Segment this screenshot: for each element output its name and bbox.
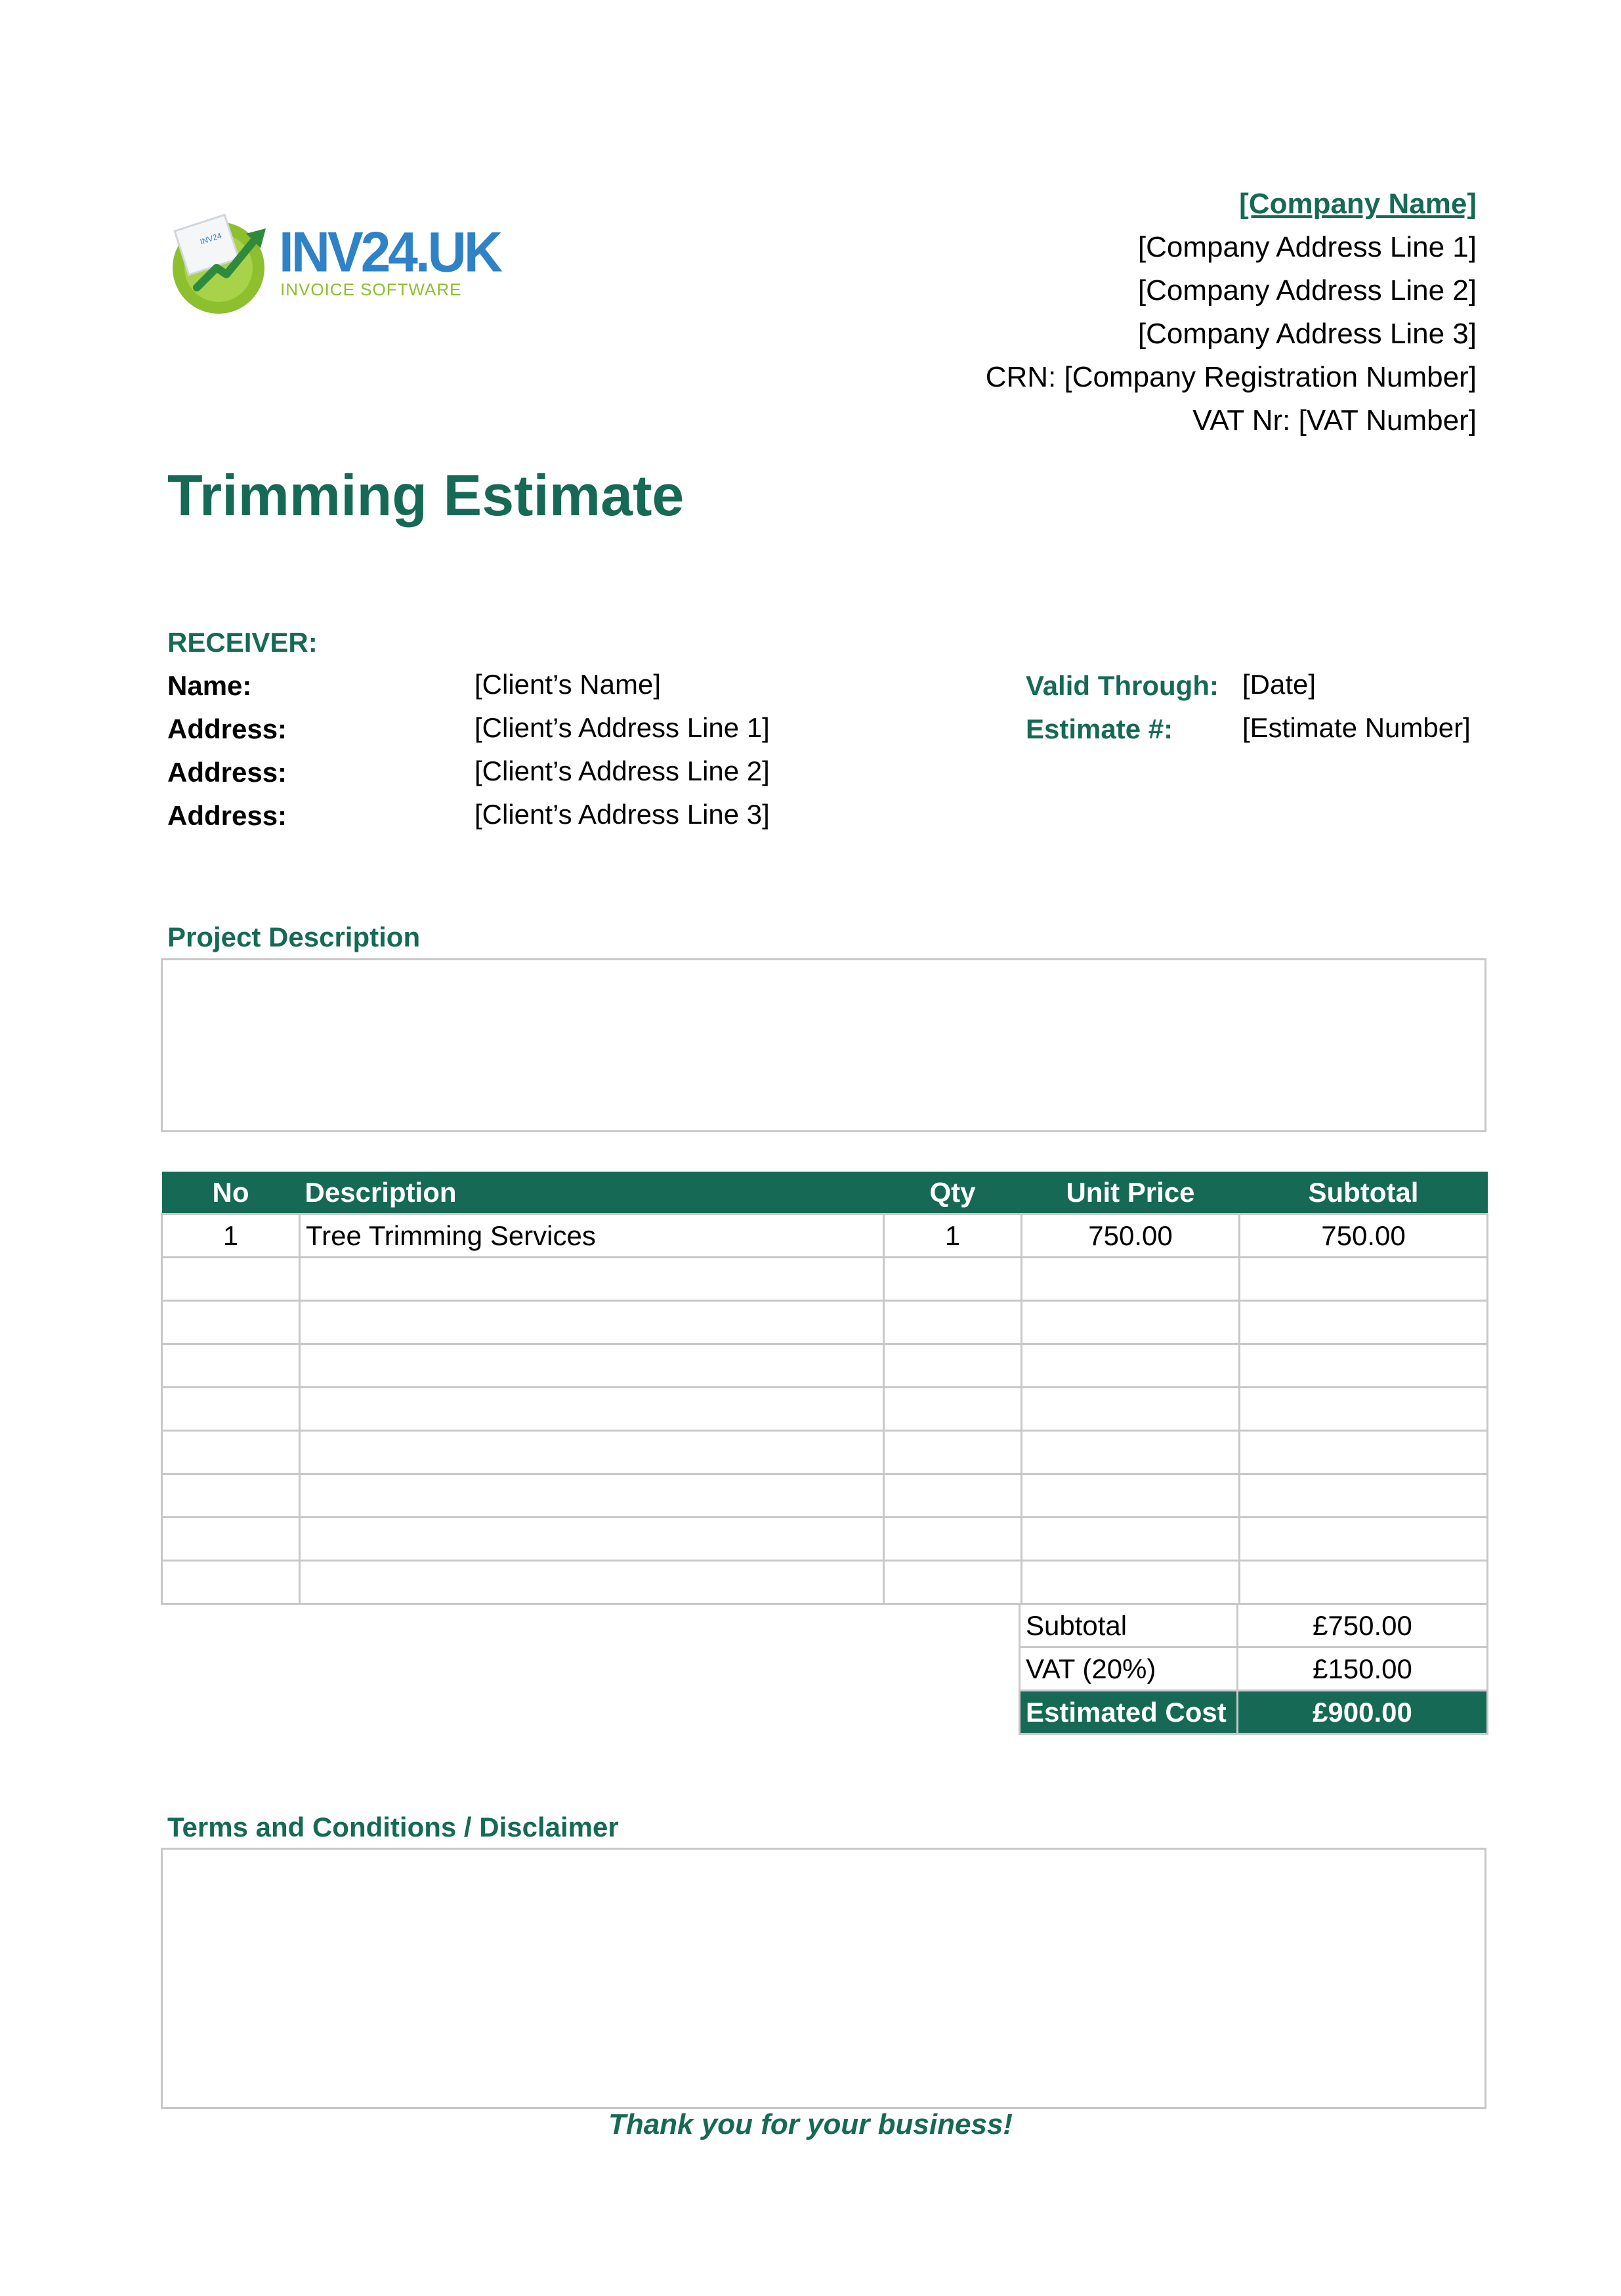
table-row bbox=[162, 1474, 1488, 1518]
row-no: 1 bbox=[162, 1214, 300, 1258]
empty-cell bbox=[162, 1474, 300, 1518]
estimated-cost-row bbox=[1020, 1691, 1488, 1734]
empty-cell bbox=[884, 1431, 1022, 1474]
row-qty: 1 bbox=[884, 1214, 1022, 1258]
col-description-header: Description bbox=[300, 1172, 884, 1214]
subtotal-value: £750.00 bbox=[1238, 1604, 1488, 1648]
empty-cell bbox=[1240, 1258, 1488, 1301]
address-label-3: Address: bbox=[167, 800, 287, 831]
empty-cell bbox=[884, 1474, 1022, 1518]
empty-cell bbox=[1022, 1388, 1240, 1431]
logo-chart-icon bbox=[167, 209, 279, 314]
empty-cell bbox=[162, 1518, 300, 1561]
logo-tagline: INVOICE SOFTWARE bbox=[280, 280, 462, 299]
col-unit-price-header: Unit Price bbox=[1022, 1172, 1240, 1214]
col-subtotal-header: Subtotal bbox=[1240, 1172, 1488, 1214]
empty-cell bbox=[162, 1431, 300, 1474]
estimate-number-value: [Estimate Number] bbox=[1242, 712, 1471, 743]
totals-table bbox=[1019, 1603, 1488, 1735]
company-vat: VAT Nr: [VAT Number] bbox=[1192, 404, 1477, 436]
empty-cell bbox=[884, 1388, 1022, 1431]
logo-badge-text: INV24 bbox=[199, 230, 223, 247]
empty-cell bbox=[1240, 1518, 1488, 1561]
empty-cell bbox=[300, 1344, 884, 1388]
empty-cell bbox=[884, 1258, 1022, 1301]
estimate-number-label: Estimate #: bbox=[1026, 713, 1173, 744]
empty-cell bbox=[300, 1388, 884, 1431]
empty-cell bbox=[884, 1344, 1022, 1388]
table-header-row bbox=[162, 1172, 1488, 1214]
empty-cell bbox=[1022, 1518, 1240, 1561]
vat-value: £150.00 bbox=[1238, 1648, 1488, 1691]
address-label-1: Address: bbox=[167, 713, 287, 744]
subtotal-label: Subtotal bbox=[1020, 1604, 1238, 1648]
empty-cell bbox=[1240, 1344, 1488, 1388]
empty-cell bbox=[1240, 1388, 1488, 1431]
col-no-header: No bbox=[162, 1172, 300, 1214]
row-subtotal: 750.00 bbox=[1240, 1214, 1488, 1258]
empty-cell bbox=[1022, 1474, 1240, 1518]
empty-cell bbox=[300, 1431, 884, 1474]
terms-heading: Terms and Conditions / Disclaimer bbox=[167, 1812, 619, 1842]
empty-cell bbox=[300, 1301, 884, 1344]
estimated-cost-value: £900.00 bbox=[1238, 1691, 1488, 1734]
empty-cell bbox=[884, 1518, 1022, 1561]
receiver-heading: RECEIVER: bbox=[167, 627, 318, 658]
empty-cell bbox=[1022, 1301, 1240, 1344]
thank-you-message: Thank you for your business! bbox=[608, 2108, 1013, 2140]
empty-cell bbox=[1022, 1431, 1240, 1474]
table-row bbox=[162, 1258, 1488, 1301]
vat-row bbox=[1020, 1648, 1488, 1691]
company-name: [Company Name] bbox=[1239, 188, 1477, 220]
row-description: Tree Trimming Services bbox=[300, 1214, 884, 1258]
company-address-line-3: [Company Address Line 3] bbox=[1137, 318, 1477, 350]
address-label-2: Address: bbox=[167, 757, 287, 788]
company-logo bbox=[167, 209, 501, 314]
empty-cell bbox=[1240, 1301, 1488, 1344]
table-row bbox=[162, 1344, 1488, 1388]
table-row bbox=[162, 1561, 1488, 1604]
empty-cell bbox=[300, 1518, 884, 1561]
empty-cell bbox=[162, 1561, 300, 1604]
col-qty-header: Qty bbox=[884, 1172, 1022, 1214]
table-row bbox=[162, 1518, 1488, 1561]
empty-cell bbox=[162, 1301, 300, 1344]
company-crn: CRN: [Company Registration Number] bbox=[985, 361, 1477, 393]
table-row bbox=[162, 1431, 1488, 1474]
company-address-line-1: [Company Address Line 1] bbox=[1137, 231, 1477, 263]
client-address-line-2: [Client’s Address Line 2] bbox=[474, 755, 770, 786]
empty-cell bbox=[1022, 1561, 1240, 1604]
empty-cell bbox=[884, 1301, 1022, 1344]
empty-cell bbox=[162, 1258, 300, 1301]
empty-cell bbox=[1022, 1344, 1240, 1388]
client-address-line-3: [Client’s Address Line 3] bbox=[474, 799, 770, 830]
empty-cell bbox=[300, 1258, 884, 1301]
empty-cell bbox=[300, 1561, 884, 1604]
logo-brand: INV24.UK bbox=[279, 221, 501, 284]
company-address-line-2: [Company Address Line 2] bbox=[1137, 274, 1477, 307]
table-row bbox=[162, 1388, 1488, 1431]
valid-through-value: [Date] bbox=[1242, 669, 1316, 700]
subtotal-row bbox=[1020, 1604, 1488, 1648]
empty-cell bbox=[1240, 1474, 1488, 1518]
vat-label: VAT (20%) bbox=[1020, 1648, 1238, 1691]
valid-through-label: Valid Through: bbox=[1026, 670, 1219, 701]
empty-cell bbox=[1022, 1258, 1240, 1301]
page-title: Trimming Estimate bbox=[167, 463, 684, 528]
table-row bbox=[162, 1214, 1488, 1258]
empty-cell bbox=[1240, 1431, 1488, 1474]
empty-cell bbox=[162, 1344, 300, 1388]
estimated-cost-label: Estimated Cost bbox=[1020, 1691, 1238, 1734]
name-label: Name: bbox=[167, 670, 252, 701]
empty-cell bbox=[162, 1388, 300, 1431]
line-items-table bbox=[161, 1172, 1488, 1605]
terms-box[interactable] bbox=[161, 1848, 1486, 2109]
empty-cell bbox=[1240, 1561, 1488, 1604]
project-description-box[interactable] bbox=[161, 958, 1486, 1132]
client-name: [Client’s Name] bbox=[474, 669, 661, 700]
empty-cell bbox=[300, 1474, 884, 1518]
client-address-line-1: [Client’s Address Line 1] bbox=[474, 712, 770, 743]
table-row bbox=[162, 1301, 1488, 1344]
project-description-heading: Project Description bbox=[167, 922, 421, 952]
empty-cell bbox=[884, 1561, 1022, 1604]
row-unit-price: 750.00 bbox=[1022, 1214, 1240, 1258]
